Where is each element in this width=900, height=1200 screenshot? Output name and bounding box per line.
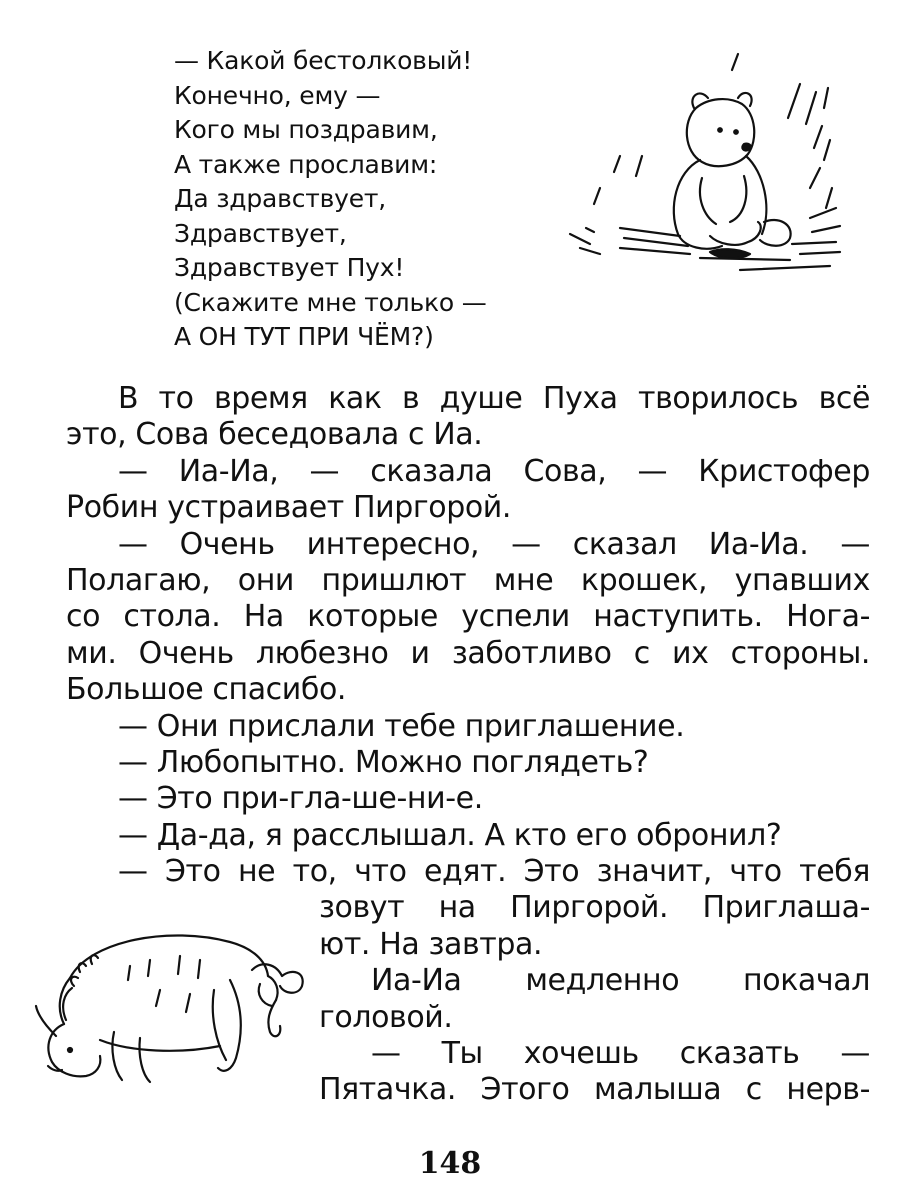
paragraph-line: В то время как в душе Пуха творилось всё (118, 381, 870, 416)
paragraph-line: со стола. На которые успели наступить. Нога- (66, 599, 870, 635)
poem-line: Кого мы поздравим, (174, 115, 438, 144)
paragraph-line: — Они прислали тебе приглашение. (118, 708, 685, 744)
poem-block (174, 44, 574, 355)
pooh-bear-illustration (560, 48, 850, 278)
paragraph-line: — Очень интересно, — сказал Иа-Иа. — (118, 526, 870, 562)
poem-line: Здравствует, (174, 218, 347, 248)
paragraph-line: — Любопытно. Можно поглядеть? (118, 744, 649, 780)
poem-line: А также прославим: (174, 149, 438, 179)
paragraph-line: ми. Очень любезно и заботливо с их стороны. (66, 635, 870, 671)
paragraph-line: — Иа-Иа, — сказала Сова, — Кристофер (118, 453, 870, 489)
paragraph-line: Большое спасибо. (66, 672, 347, 708)
paragraph-line: ют. На завтра. (319, 926, 543, 962)
paragraph-line: Полагаю, они пришлют мне крошек, упавших (66, 562, 870, 598)
poem-line: Здравствует Пух! (174, 253, 405, 282)
paragraph-line: Иа-Иа медленно покачал (371, 963, 870, 999)
page-number: 148 (418, 1146, 482, 1181)
poem-line: Да здравствует, (174, 184, 387, 213)
paragraph-line: — Это не то, что едят. Это значит, что тебя (118, 854, 870, 890)
paragraph-line: головой. (319, 999, 453, 1035)
paragraph-line: — Это при-гла-ше-ни-е. (118, 781, 483, 817)
paragraph-line: зовут на Пиргорой. Приглаша- (319, 890, 870, 926)
paragraph-line: — Да-да, я расслышал. А кто его обронил? (118, 817, 782, 853)
poem-line: Конечно, ему — (174, 80, 381, 110)
poem-line: (Скажите мне только — (174, 287, 487, 317)
poem-line: А ОН ТУТ ПРИ ЧЁМ?) (174, 322, 434, 351)
paragraph-line: это, Сова беседовала с Иа. (66, 417, 483, 453)
paragraph-line: Пятачка. Этого малыша с нерв- (319, 1072, 870, 1108)
eeyore-illustration (30, 920, 310, 1100)
paragraph-line: — Ты хочешь сказать — (371, 1036, 870, 1072)
paragraph-line: Робин устраивает Пиргорой. (66, 490, 512, 526)
poem-line: — Какой бестолковый! (174, 46, 473, 75)
